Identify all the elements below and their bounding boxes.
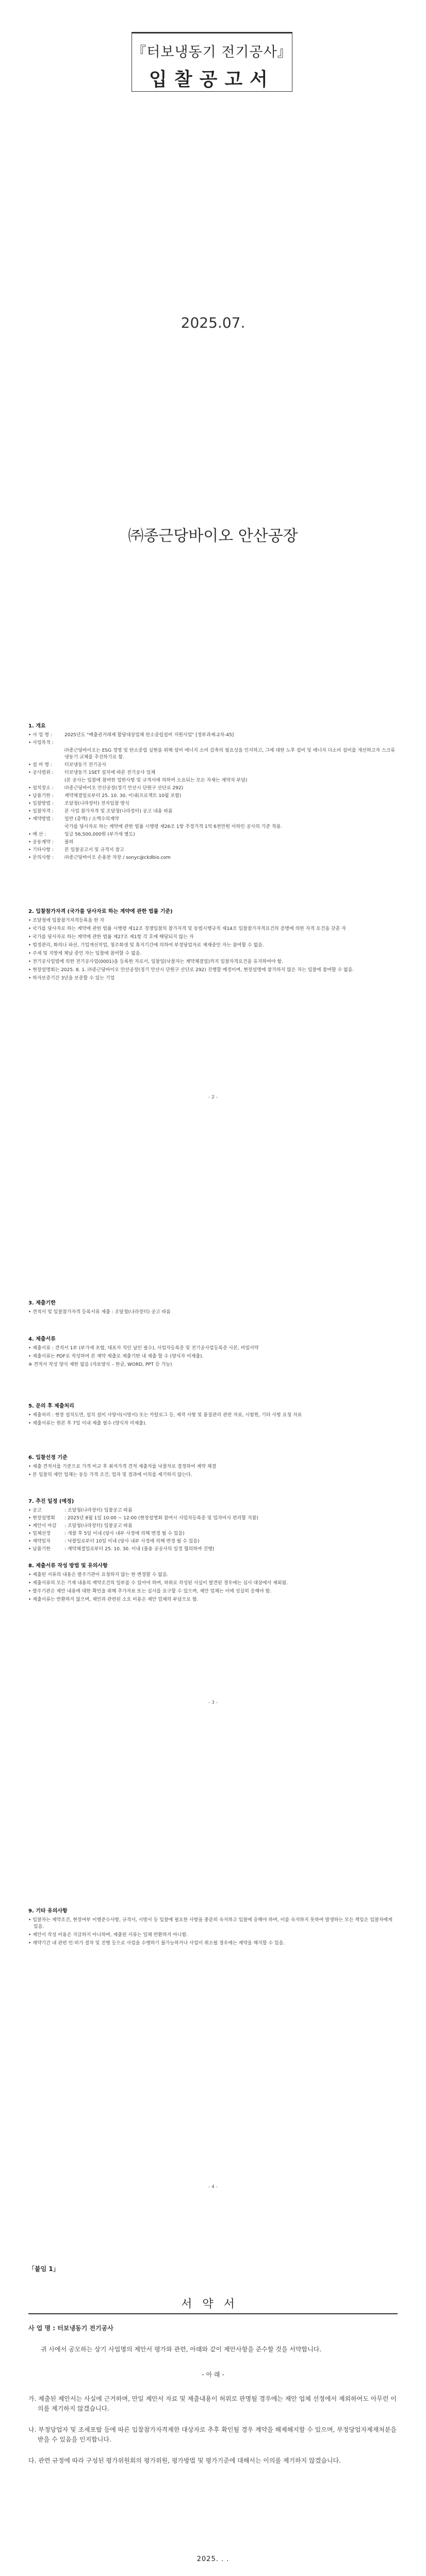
row-value: 터보냉동기 전기공사 — [64, 762, 107, 768]
row-value: (본 공사는 입찰에 참여한 업한사항 및 규격서에 의하여 소요되는 모든 자재는 계약자 부담) — [64, 778, 248, 783]
list-row — [28, 785, 397, 792]
cover-date: 2025.07. — [181, 314, 245, 331]
list-item: • 제출처리 : 현장 설치도면, 설치 설비 사양서(시방서) 또는 카탈로그 등, 제작 사항 및 품질관리 관련 자료, 시험원, 기타 사항 요청 자료 — [28, 1413, 302, 1418]
list-row — [28, 1523, 397, 1530]
list-item: • 국가를 당사자로 하는 계약에 관한 법률 시행령 제12조 경쟁입찰의 참가자격 및 동법시행규칙 제14조 입찰참가자격요건의 증명에 의한 자격 요건을 갖춘 자 — [28, 926, 346, 931]
row-label: • 사 업 명 : — [28, 733, 52, 738]
schedule-list — [28, 1507, 397, 1553]
section-heading: 8. 제출서류 작성 방법 및 유의사항 — [28, 1563, 108, 1569]
list-row — [28, 748, 397, 761]
oath-title: 서약서 — [181, 2298, 245, 2311]
list-item: • 발주기관은 제안 내용에 대한 확인을 위해 추가자료 또는 실사를 요구할 수 있으며, 제안 업체는 이에 성실히 응해야 함. — [28, 1589, 272, 1594]
row-label: • 입찰방법 : — [28, 801, 54, 806]
list-row — [28, 732, 397, 739]
oath-clause-na: 나. 부정당업자 및 조세포탈 등에 따른 입찰참가자격제한 대상자로 추후 확인될 경우 계약을 해제해지할 수 있으며, 부정당업자제재처분을 받을 수 있음을 인지합니다. — [28, 2426, 397, 2443]
section-heading: 1. 개요 — [28, 723, 46, 729]
section-heading: 9. 기타 유의사항 — [28, 1908, 68, 1914]
row-value: : 개찰 후 5일 이내 (당사 내부 사정에 의해 변경 될 수 있음) — [64, 1531, 185, 1536]
list-item: • 전기공사업법에 의한 전기공사업(0001)을 등록한 자로서, 입찰일(낙찰자는 계약체결일)까지 입찰자격요건을 유지하여야 함. — [28, 959, 283, 964]
row-label: • 공사범위 : — [28, 770, 54, 775]
section-heading: 2. 입찰참가자격 (국가를 당사자로 하는 계약에 관한 법률 기준) — [28, 909, 173, 914]
section-heading: 7. 추진 일정 (예정) — [28, 1499, 74, 1504]
row-value: 조달청(나라장터) 전자입찰 방식 — [64, 801, 129, 806]
row-value: ㈜종근당바이오 안산공장(경기 안산시 단원구 산단로 292) — [64, 786, 184, 791]
list-item: • 하자보증기간 3년을 보증할 수 있는 기업 — [28, 976, 115, 981]
list-row — [28, 740, 397, 747]
row-value: ㈜종근당바이오는 ESG 경영 및 탄소중립 실현을 위해 설비 에너지 소비 감축의 필요성을 인지하고, 그에 대한 노후 설비 및 에너지 다소비 설비를 개선하고자 스크류냉동기 교체를 추진하기로 함. — [64, 748, 395, 760]
list-item: • 제출서류는 반환하지 않으며, 제안과 관련된 소요 비용은 제안 업체의 부담으로 함. — [28, 1597, 199, 1602]
oath-intro: 귀 사에서 공모하는 상기 사업명의 제안서 평가와 관련, 아래와 같이 제안사항을 준수할 것을 서약합니다. — [41, 2346, 322, 2353]
cover-title-box — [132, 32, 292, 92]
row-label: • 현장설명회 — [28, 1516, 55, 1521]
list-item: ※ 견적서 작성 양식 제한 없음 (자료양식 – 한글, WORD, PPT 등 가능) — [28, 1362, 172, 1367]
page-number: - 2 - — [208, 1095, 218, 1100]
row-value: : 2025년 8월 1일 10:00 ~ 12:00 (현장설명회 참여시 사업자등록증 및 업자미사 편리할 지참) — [64, 1516, 258, 1521]
section-documents — [28, 1334, 397, 1370]
list-item: • 제출서류는 PDF로 작성하여 본 계약 제출로 제출기한 내 제출 할 수 (양식자 미제출). — [28, 1354, 204, 1359]
list-item: • 견적서 및 입찰참가자격 등록서류 제출 : 조달청(나라장터) 공고 따름 — [28, 1310, 171, 1315]
row-label: • 제안서 마감 — [28, 1523, 57, 1529]
list-row — [28, 1538, 397, 1545]
section-heading: 4. 제출서류 — [28, 1336, 56, 1342]
row-label: • 공고 — [28, 1508, 42, 1513]
row-label: • 계약방법 : — [28, 817, 54, 822]
list-row — [28, 855, 397, 861]
inquiry-list — [28, 1412, 397, 1427]
title-divider — [28, 2313, 398, 2314]
attachment-tag: 「붙임 1」 — [28, 2265, 59, 2273]
list-row — [28, 839, 397, 846]
oath-clause-ga: 가. 제출된 제안서는 사실에 근거하며, 만일 제안서 자료 및 제출내용이 허위로 판명될 경우에는 제안 업체 선정에서 제외하여도 아무런 이의를 제기하지 않겠습니다. — [28, 2395, 397, 2412]
row-value: 2025년도 "배출권거래제 할당대상업체 탄소중립설비 지원사업" [정부과제-2차-45] — [64, 733, 234, 738]
row-value: 본 사업 참가자격 및 조달청(나라장터) 공고 내용 따름 — [64, 809, 173, 814]
row-label: • 납품기한 — [28, 1547, 51, 1552]
row-label: • 설치장소 : — [28, 786, 54, 791]
section-heading: 6. 입찰선정 기준 — [28, 1455, 68, 1461]
row-value: 계약체결일로부터 25. 10. 30. 이내(프로젝트 10월 포함) — [64, 793, 182, 799]
list-row — [28, 1507, 397, 1514]
list-item: • 제안서 작성 비용은 지급하지 아니하며, 제출된 서류는 일체 반환하지 아니함. — [28, 1933, 188, 1938]
list-item: • 법정관리, 화의나 파산, 기업개선작업, 청주회생 및 휴지기간에 의하여 부정당업자로 제재중인 자는 참여할 수 없음. — [28, 943, 264, 948]
row-label: • 납품기한 : — [28, 793, 54, 799]
deadline-list — [28, 1309, 397, 1316]
oath-center-label: - 아 래 - — [202, 2371, 224, 2378]
row-label: • 계약일자 — [28, 1539, 51, 1544]
section-deadline — [28, 1298, 397, 1317]
row-value: 본 입찰공고서 및 규격서 참고 — [64, 848, 124, 853]
oath-date: 2025. . . — [196, 2555, 230, 2563]
section-criteria — [28, 1453, 397, 1480]
list-row — [28, 801, 397, 807]
oath-clause-da: 다. 관련 규정에 따라 구성된 평가위원회의 평가위원, 평가방법 및 평가기준에 대해서는 이의를 제기하지 않겠습니다. — [28, 2457, 341, 2464]
oath-project: 사 업 명 : 터보냉동기 전기공사 — [28, 2325, 113, 2332]
cover-company: ㈜종근당바이오 안산공장 — [128, 527, 298, 545]
other-list — [28, 1917, 397, 1947]
list-row — [28, 770, 397, 776]
section-notes — [28, 1561, 397, 1605]
row-label: • 예 산 : — [28, 832, 46, 837]
section-qualification — [28, 907, 397, 984]
row-value: : 낙찰일로부터 10일 이내 (당사 내부 사정에 의해 변경 될 수 있음) — [64, 1539, 200, 1544]
row-value: : 조달청(나라장터) 입찰공고 따름 — [64, 1523, 133, 1529]
oath-body — [28, 2324, 398, 2466]
row-label — [28, 824, 64, 831]
list-row — [28, 762, 397, 769]
page-number: - 4 - — [208, 2184, 218, 2190]
list-row — [28, 832, 397, 838]
row-value: : 계약체결일로부터 25. 10. 30. 이내 (불용 공공사의 일정 협의하여 진행) — [64, 1547, 215, 1552]
list-item: • 제출서류 : 견적서 1부 (부가세 포함, 대표자 직인 날인 필수), 사업자등록증 및 전기공사업등록증 사본, 비밀서약 — [28, 1346, 259, 1351]
list-item: • 제출서류의 모든 기재 내용의 계약조건의 일부를 수 있어야 하며, 허위로 작성된 사실이 발견된 경우에는 심사 대상에서 제외됨. — [28, 1581, 288, 1586]
qualification-list — [28, 918, 397, 982]
list-item: • 제출서류는 원본 후 7일 이내 제출 필수 (양식자 미제출). — [28, 1421, 147, 1426]
section-other — [28, 1906, 397, 1948]
list-item: • 국가를 당사자로 하는 계약에 관한 법률 제27조 제1항 각 호에 해당되지 않는 자 — [28, 935, 194, 940]
cover-subtitle: 『터보냉동기 전기공사』 — [132, 44, 292, 60]
section-heading: 5. 문의 후 제출처리 — [28, 1403, 74, 1409]
overview-list — [28, 732, 397, 861]
row-label: • 업체선정 — [28, 1531, 51, 1536]
list-row — [28, 824, 397, 831]
list-item: • 주세 및 지방세 체납 중인 자는 입찰에 참여할 수 없음. — [28, 951, 142, 956]
list-row — [28, 808, 397, 815]
row-value: : 조달청(나라장터) 입찰공고 따름 — [64, 1508, 133, 1513]
criteria-list — [28, 1464, 397, 1479]
row-value: 국가를 당사자로 하는 계약에 관한 법률 시행령 제26조 1항 추정가격 1억 6천만원 이하인 공사의 기준 적용. — [64, 824, 283, 829]
notes-list — [28, 1572, 397, 1603]
list-item: • 계약기간 내 관련 인·허가 절차 및 진행 등으로 사업을 수행하기 불가능하거나 사업이 취소될 경우에는 계약을 해지할 수 있음. — [28, 1941, 285, 1946]
row-value: 일금 56,500,000원 (부가세 별도) — [64, 832, 135, 837]
section-inquiry — [28, 1401, 397, 1429]
list-item: • 제출 견적서를 기준으로 가격 비교 후 최저가격 견적 제출자를 낙찰자로 결정하여 계약 체결 — [28, 1464, 217, 1469]
list-row — [28, 793, 397, 800]
list-row — [28, 1531, 397, 1537]
list-item: • 제출된 서류의 내용은 발주기관이 요청하지 않는 한 변경할 수 없음. — [28, 1572, 169, 1578]
cover-title: 입찰공고서 — [149, 69, 275, 90]
documents-list — [28, 1345, 397, 1368]
section-heading: 3. 제출기한 — [28, 1300, 56, 1306]
row-label — [28, 748, 64, 761]
row-value: 터보냉동기 1SET 설치에 따른 전기공사 일체 — [64, 770, 156, 775]
page-number: - 3 - — [208, 1700, 218, 1705]
list-item: • 입찰자는 계약조건, 현장여부 이행준수사항, 규격서, 시방서 등 입찰에 필요한 사항을 충분히 숙지하고 입찰에 응해야 하며, 이를 숙지하지 못하여 발생하는 모든 책임은 입찰자에게 있음. — [28, 1918, 392, 1929]
list-row — [28, 847, 397, 854]
list-row — [28, 777, 397, 784]
row-label: • 입찰자격 : — [28, 809, 54, 814]
row-label: • 사업목적 : — [28, 740, 54, 745]
row-value: 불허 — [64, 840, 74, 845]
row-label: • 기타사항 : — [28, 848, 54, 853]
row-label: • 설 비 명 : — [28, 762, 52, 768]
list-row — [28, 816, 397, 823]
list-row — [28, 1515, 397, 1522]
section-schedule — [28, 1497, 397, 1554]
list-item: • 현장설명회는 2025. 8. 1. ㈜종근당바이오 안산공장(경기 안산시 단원구 산단로 292) 진행할 예정이며, 현장설명에 참가하지 않은 자는 입찰에 참여할 수 없음. — [28, 968, 354, 973]
row-value — [64, 740, 397, 747]
list-item: • 본 입찰의 제안 업체는 동등 가격 조건, 업자 및 결과에 이의를 제기하지 않는다. — [28, 1472, 192, 1478]
row-value: 일반 (총액) / 소액수의계약 — [64, 817, 119, 822]
row-value: ㈜종근당바이오 손용찬 차장 / sonyc@ckdbio.com — [64, 855, 171, 860]
list-item: • 조달청에 입찰참가자격등록을 한 자 — [28, 918, 105, 923]
row-label: • 공동계약 : — [28, 840, 54, 845]
section-overview — [28, 721, 397, 862]
row-label — [28, 777, 64, 784]
row-label: • 문의사항 : — [28, 855, 54, 860]
list-row — [28, 1546, 397, 1553]
